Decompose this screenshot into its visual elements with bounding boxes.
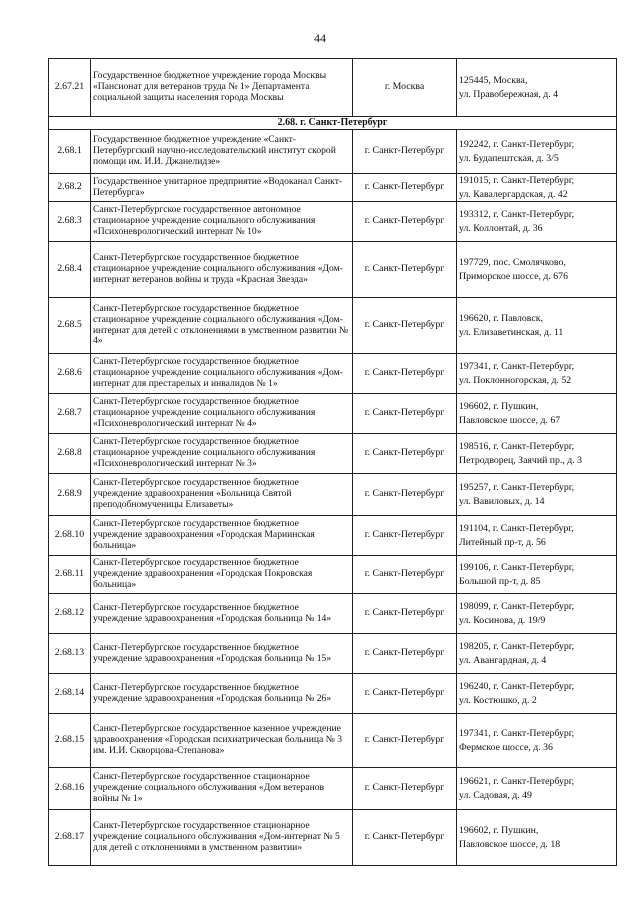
table-row	[49, 768, 617, 810]
table-row	[49, 59, 617, 117]
table-row	[49, 556, 617, 594]
address	[457, 242, 617, 298]
row-number: 2.67.21	[49, 59, 91, 117]
address-line-2: ул. Костюшко, д. 2	[459, 694, 537, 706]
city: г. Санкт-Петербург	[353, 714, 457, 768]
address-line-1: 193312, г. Санкт-Петербург,	[459, 209, 575, 221]
organization-name: Государственное бюджетное учреждение «Санкт-Петербургский научно-исследовательский институт скорой помощи им. И.И. Джанелидзе»	[91, 130, 353, 174]
row-number: 2.68.8	[49, 434, 91, 474]
address-line-2: ул. Авангардная, д. 4	[459, 654, 547, 666]
address	[457, 298, 617, 354]
address-line-1: 196240, г. Санкт-Петербург,	[459, 681, 575, 693]
address-line-1: 197729, пос. Смолячково,	[459, 257, 566, 269]
address	[457, 810, 617, 866]
address	[457, 516, 617, 556]
address	[457, 474, 617, 516]
table-row	[49, 810, 617, 866]
row-number: 2.68.10	[49, 516, 91, 556]
city: г. Санкт-Петербург	[353, 354, 457, 394]
registry-table	[48, 58, 617, 866]
city: г. Санкт-Петербург	[353, 130, 457, 174]
city: г. Санкт-Петербург	[353, 474, 457, 516]
organization-name: Санкт-Петербургское государственное бюджетное учреждение здравоохранения «Городская Мариинская больница»	[91, 516, 353, 556]
address	[457, 434, 617, 474]
row-number: 2.68.15	[49, 714, 91, 768]
organization-name: Санкт-Петербургское государственное автономное стационарное учреждение социального обслуживания «Психоневрологический интернат № 10»	[91, 202, 353, 242]
table-row	[49, 634, 617, 674]
address	[457, 130, 617, 174]
address-line-1: 191015, г. Санкт-Петербург,	[459, 175, 575, 187]
address-line-2: ул. Правобережная, д. 4	[459, 88, 559, 100]
address	[457, 594, 617, 634]
organization-name: Государственное бюджетное учреждение города Москвы «Пансионат для ветеранов труда № 1» Департамента социальной защиты населения города Москвы	[91, 59, 353, 117]
table-row	[49, 594, 617, 634]
organization-name: Санкт-Петербургское государственное стационарное учреждение социального обслуживания «Дом ветеранов войны № 1»	[91, 768, 353, 810]
address-line-2: ул. Садовая, д. 49	[459, 789, 532, 801]
table-row	[49, 354, 617, 394]
section-header-row	[49, 117, 617, 130]
address	[457, 394, 617, 434]
city: г. Санкт-Петербург	[353, 298, 457, 354]
organization-name: Санкт-Петербургское государственное бюджетное учреждение здравоохранения «Городская больница № 26»	[91, 674, 353, 714]
organization-name: Санкт-Петербургское государственное бюджетное стационарное учреждение социального обслуживания «Психоневрологический интернат № 3»	[91, 434, 353, 474]
table-row	[49, 202, 617, 242]
organization-name: Санкт-Петербургское государственное стационарное учреждение социального обслуживания «Дом-интернат № 5 для детей с отклонениями в умственном развитии»	[91, 810, 353, 866]
row-number: 2.68.1	[49, 130, 91, 174]
address-line-1: 198205, г. Санкт-Петербург,	[459, 641, 575, 653]
organization-name: Санкт-Петербургское государственное бюджетное стационарное учреждение социального обслуживания «Дом-интернат для престарелых и инвалидов № 1»	[91, 354, 353, 394]
address-line-1: 198099, г. Санкт-Петербург,	[459, 601, 575, 613]
row-number: 2.68.5	[49, 298, 91, 354]
organization-name: Санкт-Петербургское государственное бюджетное стационарное учреждение социального обслуживания «Психоневрологический интернат № 4»	[91, 394, 353, 434]
address-line-1: 197341, г. Санкт-Петербург,	[459, 361, 575, 373]
city: г. Санкт-Петербург	[353, 674, 457, 714]
table-row	[49, 242, 617, 298]
organization-name: Санкт-Петербургское государственное бюджетное учреждение здравоохранения «Больница Святой преподобномученицы Елизаветы»	[91, 474, 353, 516]
address-line-2: ул. Елизаветинская, д. 11	[459, 326, 564, 338]
row-number: 2.68.4	[49, 242, 91, 298]
address-line-2: ул. Будапештская, д. 3/5	[459, 152, 559, 164]
address-line-1: 125445, Москва,	[459, 75, 528, 87]
address-line-1: 196602, г. Пушкин,	[459, 825, 539, 837]
address-line-1: 191104, г. Санкт-Петербург,	[459, 523, 574, 535]
city: г. Санкт-Петербург	[353, 174, 457, 202]
address	[457, 634, 617, 674]
row-number: 2.68.3	[49, 202, 91, 242]
address-line-2: Фермское шоссе, д. 36	[459, 741, 553, 753]
organization-name: Санкт-Петербургское государственное бюджетное стационарное учреждение социального обслуживания «Дом-интернат для детей с отклонениями в умственном развитии № 4»	[91, 298, 353, 354]
address-line-2: ул. Коллонтай, д. 36	[459, 222, 543, 234]
address-line-2: ул. Косинова, д. 19/9	[459, 614, 546, 626]
city: г. Санкт-Петербург	[353, 394, 457, 434]
address-line-1: 196602, г. Пушкин,	[459, 401, 539, 413]
city: г. Москва	[353, 59, 457, 117]
row-number: 2.68.16	[49, 768, 91, 810]
table-row	[49, 434, 617, 474]
address	[457, 768, 617, 810]
address-line-1: 197341, г. Санкт-Петербург,	[459, 728, 575, 740]
organization-name: Санкт-Петербургское государственное бюджетное учреждение здравоохранения «Городская больница № 15»	[91, 634, 353, 674]
city: г. Санкт-Петербург	[353, 768, 457, 810]
city: г. Санкт-Петербург	[353, 810, 457, 866]
table-row	[49, 130, 617, 174]
row-number: 2.68.12	[49, 594, 91, 634]
city: г. Санкт-Петербург	[353, 594, 457, 634]
address-line-2: Приморское шоссе, д. 676	[459, 270, 568, 282]
row-number: 2.68.17	[49, 810, 91, 866]
table-row	[49, 474, 617, 516]
address-line-2: Большой пр-т, д. 85	[459, 575, 541, 587]
city: г. Санкт-Петербург	[353, 242, 457, 298]
address	[457, 202, 617, 242]
city: г. Санкт-Петербург	[353, 202, 457, 242]
city: г. Санкт-Петербург	[353, 556, 457, 594]
address-line-1: 195257, г. Санкт-Петербург,	[459, 482, 575, 494]
address-line-2: ул. Вавиловых, д. 14	[459, 495, 545, 507]
organization-name: Санкт-Петербургское государственное казенное учреждение здравоохранения «Городская психиатрическая больница № 3 им. И.И. Скворцова-Степанова»	[91, 714, 353, 768]
address	[457, 714, 617, 768]
address-line-2: ул. Кавалергардская, д. 42	[459, 188, 568, 200]
address-line-2: ул. Поклонногорская, д. 52	[459, 374, 572, 386]
address	[457, 354, 617, 394]
row-number: 2.68.9	[49, 474, 91, 516]
organization-name: Государственное унитарное предприятие «Водоканал Санкт-Петербурга»	[91, 174, 353, 202]
address-line-1: 192242, г. Санкт-Петербург,	[459, 139, 575, 151]
row-number: 2.68.7	[49, 394, 91, 434]
organization-name: Санкт-Петербургское государственное бюджетное учреждение здравоохранения «Городская Покровская больница»	[91, 556, 353, 594]
row-number: 2.68.6	[49, 354, 91, 394]
address	[457, 174, 617, 202]
organization-name: Санкт-Петербургское государственное бюджетное стационарное учреждение социального обслуживания «Дом-интернат ветеранов войны и труда «Красная Звезда»	[91, 242, 353, 298]
row-number: 2.68.13	[49, 634, 91, 674]
row-number: 2.68.2	[49, 174, 91, 202]
city: г. Санкт-Петербург	[353, 634, 457, 674]
address-line-1: 196620, г. Павловск,	[459, 313, 543, 325]
table-row	[49, 714, 617, 768]
table-row	[49, 674, 617, 714]
table-row	[49, 174, 617, 202]
address-line-1: 198516, г. Санкт-Петербург,	[459, 441, 575, 453]
table-row	[49, 394, 617, 434]
section-title: 2.68. г. Санкт-Петербург	[49, 117, 617, 130]
row-number: 2.68.11	[49, 556, 91, 594]
address-line-2: Павловское шоссе, д. 67	[459, 414, 561, 426]
table-row	[49, 298, 617, 354]
table-row	[49, 516, 617, 556]
city: г. Санкт-Петербург	[353, 434, 457, 474]
city: г. Санкт-Петербург	[353, 516, 457, 556]
page-number: 44	[314, 31, 326, 45]
address-line-1: 199106, г. Санкт-Петербург,	[459, 562, 575, 574]
address	[457, 674, 617, 714]
address-line-2: Литейный пр-т, д. 56	[459, 536, 546, 548]
address	[457, 59, 617, 117]
address	[457, 556, 617, 594]
address-line-1: 196621, г. Санкт-Петербург,	[459, 776, 575, 788]
registry-body	[49, 59, 617, 866]
organization-name: Санкт-Петербургское государственное бюджетное учреждение здравоохранения «Городская больница № 14»	[91, 594, 353, 634]
row-number: 2.68.14	[49, 674, 91, 714]
address-line-2: Павловское шоссе, д. 18	[459, 838, 561, 850]
address-line-2: Петродворец, Заячий пр., д. 3	[459, 454, 583, 466]
